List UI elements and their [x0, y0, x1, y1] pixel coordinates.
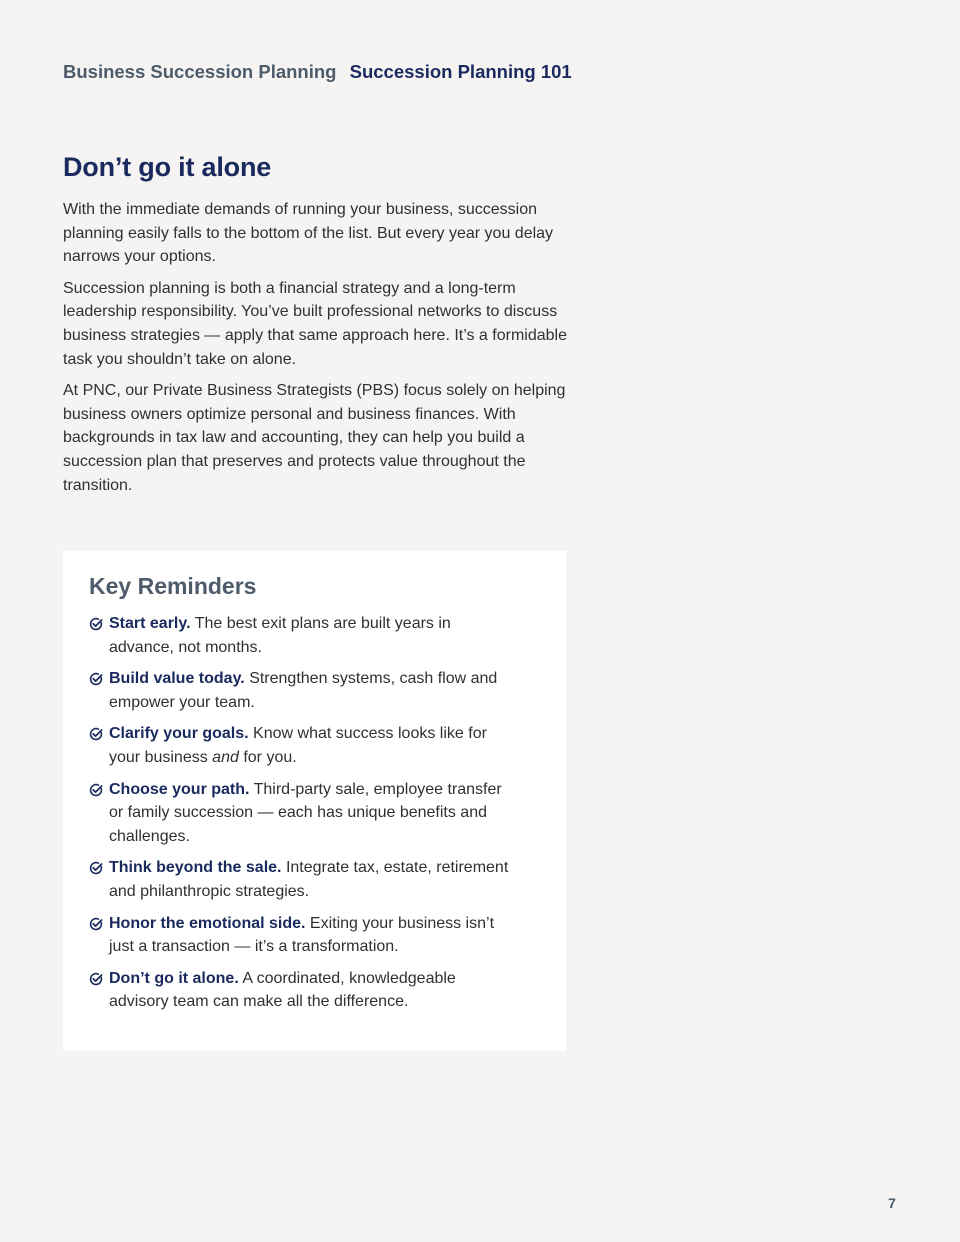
reminder-text: Strengthen systems, cash flow and empower your team. [109, 670, 498, 711]
check-circle-icon [89, 917, 103, 931]
reminder-lead: Honor the emotional side. [109, 914, 306, 932]
reminder-lead: Choose your path. [109, 780, 250, 798]
header-chapter-title: Succession Planning 101 [349, 61, 572, 82]
check-circle-icon [89, 617, 103, 631]
body-text [63, 198, 573, 505]
reminder-item-clarify-goals [89, 722, 519, 769]
reminder-item-build-value [89, 667, 519, 714]
reminder-text: Know what success looks like for your business [109, 725, 487, 766]
page-title: Don’t go it alone [63, 152, 272, 182]
page-number: 7 [888, 1195, 896, 1211]
body-paragraph-1: With the immediate demands of running your business, succession planning easily falls to the bottom of the list. But every year you delay narrows your options. [63, 201, 554, 266]
reminder-lead: Clarify your goals. [109, 725, 249, 743]
reminder-text: Exiting your business isn’t just a transaction — it’s a transformation. [109, 914, 495, 956]
reminder-item-think-beyond [89, 856, 519, 903]
reminder-lead: Build value today. [109, 670, 245, 688]
check-circle-icon [89, 727, 103, 741]
reminder-text-after: for you. [243, 748, 297, 766]
reminder-item-start-early [89, 612, 519, 659]
header-section-title: Business Succession Planning [63, 61, 337, 82]
check-circle-icon [89, 672, 103, 686]
key-reminders-panel [63, 551, 566, 1051]
reminder-text: A coordinated, knowledgeable advisory team can make all the difference. [109, 969, 456, 1011]
check-circle-icon [89, 783, 103, 797]
reminder-item-choose-path [89, 778, 519, 849]
reminder-emphasis: and [212, 748, 239, 766]
body-paragraph-2: Succession planning is both a financial strategy and a long-term leadership responsibility. You’ve built professional networks to discuss business strategies — apply that same approach here. It’s a formidable task you shouldn’t take on alone. [63, 279, 567, 368]
reminder-item-dont-go-alone [89, 967, 519, 1014]
reminder-lead: Think beyond the sale. [109, 859, 282, 877]
check-circle-icon [89, 861, 103, 875]
key-reminders-heading: Key Reminders [89, 573, 257, 599]
running-header [63, 61, 572, 83]
key-reminders-list [89, 612, 540, 1014]
reminder-text: Integrate tax, estate, retirement and philanthropic strategies. [109, 859, 509, 900]
body-paragraph-3: At PNC, our Private Business Strategists (PBS) focus solely on helping business owners optimize personal and business finances. With backgrounds in tax law and accounting, they can help you build a succession plan that preserves and protects value throughout the transition. [63, 382, 566, 494]
reminder-lead: Start early. [109, 615, 191, 632]
check-circle-icon [89, 972, 103, 986]
reminder-lead: Don’t go it alone. [109, 969, 239, 987]
reminder-text: Third-party sale, employee transfer or family succession — each has unique benefits and challenges. [109, 780, 502, 845]
reminder-text: The best exit plans are built years in advance, not months. [109, 615, 451, 656]
reminder-item-emotional-side [89, 912, 519, 959]
